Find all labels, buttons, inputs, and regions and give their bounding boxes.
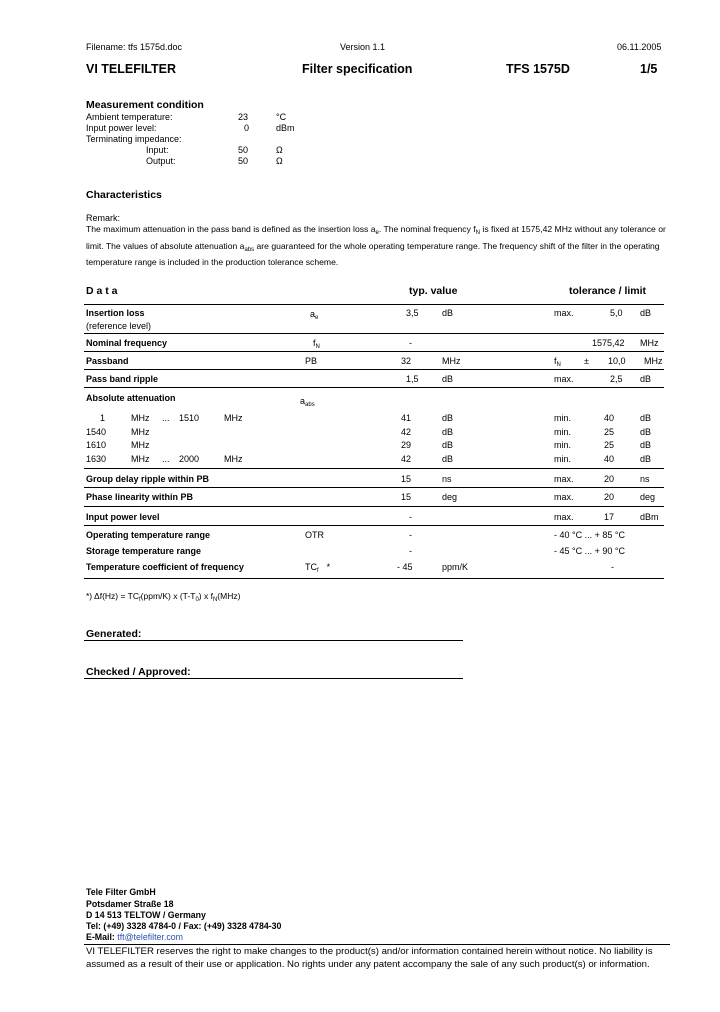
- divider: [84, 387, 664, 388]
- divider: [84, 351, 664, 352]
- remark-label: Remark:: [86, 213, 121, 223]
- absatt-row2-typ: 42: [401, 427, 412, 437]
- sttemp-label: Storage temperature range: [86, 546, 202, 556]
- passband-pm: ±: [584, 356, 589, 366]
- insertion-label: Insertion loss: [86, 308, 145, 318]
- phase-unit: deg: [442, 492, 458, 502]
- footer-disclaimer: VI TELEFILTER reserves the right to make changes to the product(s) and/or information contained herein without notice. No liability is assumed as a result of their use or application. No rights under any patent accompany the sale of any such product(s) or information.: [86, 946, 653, 970]
- insertion-symbol: $a_e$: [310, 309, 319, 321]
- absatt-row4-typ: 42: [401, 454, 412, 464]
- absatt-row2-lim-unit: dB: [640, 427, 652, 437]
- absatt-row4-u2: MHz: [224, 454, 243, 464]
- footer-company: Tele Filter GmbH: [86, 887, 156, 897]
- insertion-lim: max.: [554, 308, 574, 318]
- insertion-lim-val: 5,0: [610, 308, 623, 318]
- email-label: E-Mail:: [86, 932, 115, 942]
- phase-label: Phase linearity within PB: [86, 492, 194, 502]
- term-label: Terminating impedance:: [86, 134, 182, 144]
- input-label: Input:: [146, 145, 169, 155]
- absatt-row2-u1: MHz: [131, 427, 150, 437]
- absatt-row1-lim: min.: [554, 413, 572, 423]
- absatt-row3-lim-val: 25: [604, 440, 615, 450]
- tcf-symbol: $TC_f$ *: [305, 562, 331, 574]
- absatt-row1-f1: 1: [100, 413, 106, 423]
- inpower-typ: -: [409, 512, 412, 522]
- absatt-row1-lim-val: 40: [604, 413, 615, 423]
- nominal-label: Nominal frequency: [86, 338, 168, 348]
- ripple-typ: 1,5: [406, 374, 419, 384]
- divider: [84, 333, 664, 334]
- inpower-lim-unit: dBm: [640, 512, 659, 522]
- absatt-row2-lim: min.: [554, 427, 572, 437]
- passband-lim: $f_N$: [554, 356, 561, 368]
- email-link[interactable]: tft@telefilter.com: [117, 932, 183, 942]
- divider: [84, 304, 664, 305]
- col-typ: typ. value: [409, 285, 458, 297]
- footer-email-row: [86, 932, 183, 942]
- filename: Filename: tfs 1575d.doc: [86, 42, 183, 52]
- footer-city: D 14 513 TELTOW / Germany: [86, 910, 206, 920]
- gdripple-unit: ns: [442, 474, 452, 484]
- absatt-row3-unit: dB: [442, 440, 454, 450]
- col-data: D a t a: [86, 285, 118, 297]
- tcf-label: Temperature coefficient of frequency: [86, 562, 244, 572]
- absatt-row3-lim-unit: dB: [640, 440, 652, 450]
- nominal-lim-unit: MHz: [640, 338, 659, 348]
- absatt-row2-lim-val: 25: [604, 427, 615, 437]
- footer-tel: Tel: (+49) 3328 4784-0 / Fax: (+49) 3328 4784-30: [86, 921, 282, 931]
- gdripple-lim: max.: [554, 474, 574, 484]
- absatt-row4-f2: 2000: [179, 454, 200, 464]
- col-tol: tolerance / limit: [569, 285, 647, 297]
- remark-paragraph: The maximum attenuation in the pass band is defined as the insertion loss $a_e$. The nominal frequency $f_N$ is fixed at 1575,42 MHz without any tolerance or limit. The values of absolute attenuation $a_{abs}$ are guaranteed for the whole operating temperature range. The frequency shift of the filter in the operating temperature range is included in the production tolerance scheme.: [86, 224, 666, 267]
- checked-signature-line: [84, 678, 463, 679]
- absatt-row4-lim-unit: dB: [640, 454, 652, 464]
- version: Version 1.1: [340, 42, 386, 52]
- absatt-row2-f1: 1540: [86, 427, 107, 437]
- absatt-row4-dots: ...: [162, 454, 170, 464]
- ripple-label: Pass band ripple: [86, 374, 159, 384]
- ambient-unit: °C: [276, 112, 287, 122]
- absatt-row4-lim: min.: [554, 454, 572, 464]
- ripple-lim-unit: dB: [640, 374, 652, 384]
- measurement-title: Measurement condition: [86, 99, 204, 111]
- insertion-unit: dB: [442, 308, 454, 318]
- absatt-row1-typ: 41: [401, 413, 412, 423]
- absatt-row1-unit: dB: [442, 413, 454, 423]
- doc-title: Filter specification: [302, 62, 413, 76]
- gdripple-lim-unit: ns: [640, 474, 650, 484]
- gdripple-label: Group delay ripple within PB: [86, 474, 210, 484]
- absatt-row1-u2: MHz: [224, 413, 243, 423]
- insertion-typ: 3,5: [406, 308, 419, 318]
- ripple-unit: dB: [442, 374, 454, 384]
- optemp-label: Operating temperature range: [86, 530, 211, 540]
- absatt-row1-dots: ...: [162, 413, 170, 423]
- passband-typ: 32: [401, 356, 412, 366]
- tcf-typ: - 45: [397, 562, 413, 572]
- divider: [84, 468, 664, 469]
- gdripple-lim-val: 20: [604, 474, 615, 484]
- inpower-label: Input power level: [86, 512, 160, 522]
- tcf-unit: ppm/K: [442, 562, 469, 572]
- nominal-typ: -: [409, 338, 412, 348]
- generated-signature-line: [84, 640, 463, 641]
- absatt-row3-lim: min.: [554, 440, 572, 450]
- absatt-symbol: $a_{abs}$: [300, 396, 315, 408]
- power-label: Input power level:: [86, 123, 157, 133]
- absatt-row4-unit: dB: [442, 454, 454, 464]
- absatt-row2-unit: dB: [442, 427, 454, 437]
- inpower-lim-val: 17: [604, 512, 615, 522]
- phase-lim-val: 20: [604, 492, 615, 502]
- absatt-row4-u1: MHz: [131, 454, 150, 464]
- absatt-row3-f1: 1610: [86, 440, 107, 450]
- divider: [84, 506, 664, 507]
- power-value: 0: [244, 123, 250, 133]
- power-unit: dBm: [276, 123, 295, 133]
- footer-street: Potsdamer Straße 18: [86, 899, 174, 909]
- absatt-label: Absolute attenuation: [86, 393, 176, 403]
- characteristics-title: Characteristics: [86, 189, 162, 201]
- checked-label: Checked / Approved:: [86, 666, 191, 678]
- divider: [84, 578, 664, 579]
- product-code: TFS 1575D: [506, 62, 570, 76]
- insertion-lim-unit: dB: [640, 308, 652, 318]
- passband-unit: MHz: [442, 356, 461, 366]
- company-name: VI TELEFILTER: [86, 62, 177, 76]
- ripple-lim: max.: [554, 374, 574, 384]
- optemp-symbol: OTR: [305, 530, 324, 540]
- page-number: 1/5: [640, 62, 658, 76]
- date: 06.11.2005: [617, 42, 662, 52]
- inpower-lim: max.: [554, 512, 574, 522]
- passband-lim-val: 10,0: [608, 356, 626, 366]
- divider: [84, 487, 664, 488]
- footnote: *) $\Delta f(Hz) = TC_f(ppm/K)$ x $(T-T_0)$ x $f_N(MHz)$: [86, 591, 241, 603]
- sttemp-typ: -: [409, 546, 412, 556]
- input-unit: Ω: [276, 145, 283, 155]
- footer-divider: [84, 944, 670, 945]
- divider: [84, 369, 664, 370]
- generated-label: Generated:: [86, 628, 142, 640]
- gdripple-typ: 15: [401, 474, 412, 484]
- absatt-row1-lim-unit: dB: [640, 413, 652, 423]
- ambient-value: 23: [238, 112, 249, 122]
- absatt-row1-u1: MHz: [131, 413, 150, 423]
- output-label: Output:: [146, 156, 176, 166]
- optemp-typ: -: [409, 530, 412, 540]
- phase-lim-unit: deg: [640, 492, 656, 502]
- ambient-label: Ambient temperature:: [86, 112, 173, 122]
- phase-typ: 15: [401, 492, 412, 502]
- absatt-row4-lim-val: 40: [604, 454, 615, 464]
- passband-symbol: PB: [305, 356, 318, 366]
- nominal-symbol: $f_N$: [313, 338, 320, 350]
- passband-label: Passband: [86, 356, 129, 366]
- nominal-lim-val: 1575,42: [592, 338, 625, 348]
- optemp-lim: - 40 °C ... + 85 °C: [554, 530, 625, 540]
- tcf-lim-val: -: [611, 562, 614, 572]
- absatt-row3-u1: MHz: [131, 440, 150, 450]
- insertion-sublabel: (reference level): [86, 321, 152, 331]
- divider: [84, 525, 664, 526]
- absatt-row1-f2: 1510: [179, 413, 200, 423]
- ripple-lim-val: 2,5: [610, 374, 623, 384]
- phase-lim: max.: [554, 492, 574, 502]
- output-unit: Ω: [276, 156, 283, 166]
- absatt-row3-typ: 29: [401, 440, 412, 450]
- sttemp-lim: - 45 °C ... + 90 °C: [554, 546, 625, 556]
- passband-lim-unit: MHz: [644, 356, 663, 366]
- input-value: 50: [238, 145, 249, 155]
- absatt-row4-f1: 1630: [86, 454, 107, 464]
- output-value: 50: [238, 156, 249, 166]
